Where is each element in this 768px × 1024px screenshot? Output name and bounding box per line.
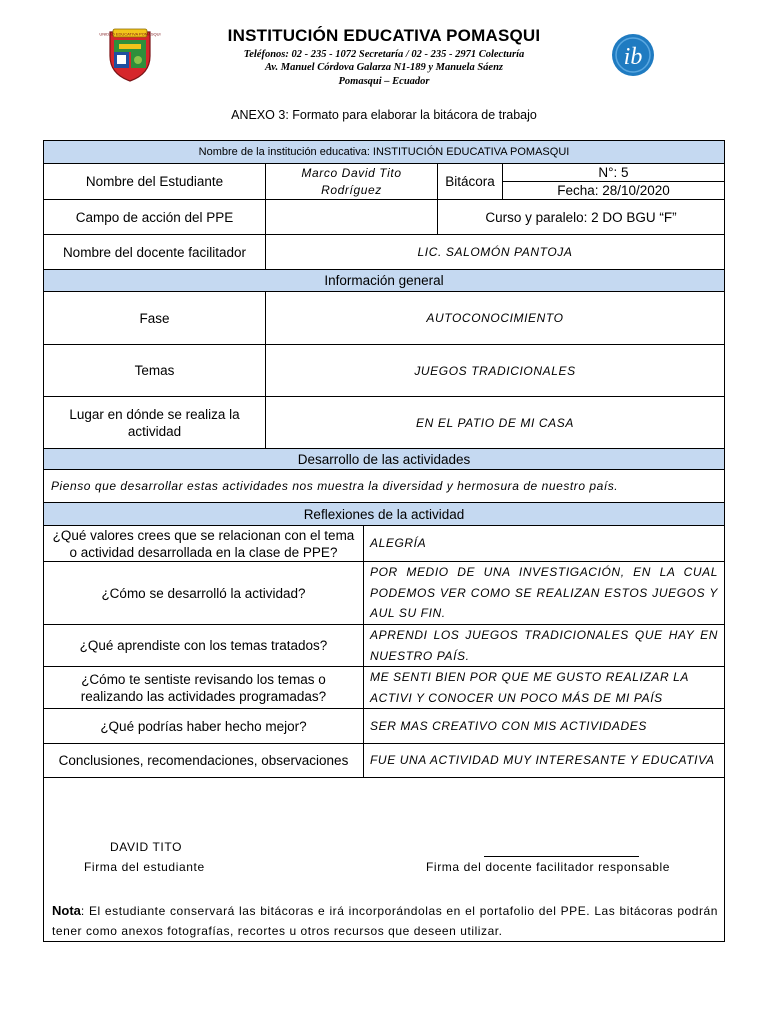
institution-address: Av. Manuel Córdova Galarza N1-189 y Manuela Sáenz <box>264 62 504 73</box>
reflection-answer-learned <box>364 625 724 666</box>
reflection-answer-text: ALEGRÍA <box>370 536 427 551</box>
reflection-question-learned <box>44 625 363 666</box>
reflection-answer-feelings <box>364 667 724 708</box>
ib-logo <box>610 28 656 82</box>
reflection-answer-conclusions <box>364 744 724 777</box>
reflection-question-improve <box>44 709 363 743</box>
reflection-question-text: ¿Cómo se desarrolló la actividad? <box>101 585 306 601</box>
topics-value-text: JUEGOS TRADICIONALES <box>414 363 576 378</box>
log-label <box>438 164 502 199</box>
institution-title: INSTITUCIÓN EDUCATIVA POMASQUI <box>227 26 541 45</box>
log-number-text: N°: 5 <box>598 165 629 180</box>
teacher-signature-caption: Firma del docente facilitador responsable <box>426 860 671 874</box>
field-value <box>266 200 437 234</box>
teacher-value <box>266 235 724 269</box>
place-value-text: EN EL PATIO DE MI CASA <box>416 415 574 430</box>
reflection-question-text: ¿Qué podrías haber hecho mejor? <box>100 718 307 734</box>
general-info-header <box>44 270 724 291</box>
phase-label <box>44 292 265 344</box>
student-value-text: Marco David Tito Rodríguez <box>301 165 402 197</box>
reflection-question-text: ¿Cómo te sentiste revisando los temas o realizando las actividades programadas? <box>80 671 327 704</box>
development-header <box>44 449 724 469</box>
reflections-header-text: Reflexiones de la actividad <box>303 506 465 522</box>
reflection-question-process <box>44 562 363 624</box>
topics-label <box>44 345 265 396</box>
phase-label-text: Fase <box>139 310 170 326</box>
reflection-answer-text: APRENDI LOS JUEGOS TRADICIONALES QUE HAY EN NUESTRO PAÍS. <box>370 628 718 663</box>
teacher-label-text: Nombre del docente facilitador <box>62 244 247 260</box>
reflection-answer-text: SER MAS CREATIVO CON MIS ACTIVIDADES <box>370 718 647 733</box>
teacher-label <box>44 235 265 269</box>
teacher-value-text: LIC. SALOMÓN PANTOJA <box>417 245 573 259</box>
place-label-text: Lugar en dónde se realiza la actividad <box>69 406 240 439</box>
reflection-answer-text: POR MEDIO DE UNA INVESTIGACIÓN, EN LA CUAL PODEMOS VER COMO SE REALIZAN ESTOS JUEGOS Y AUL SU FIN. <box>370 565 718 621</box>
reflection-answer-text: ME SENTI BIEN POR QUE ME GUSTO REALIZAR LA ACTIVI Y CONOCER UN POCO MÁS DE MI PAÍS <box>370 670 689 705</box>
general-info-header-text: Información general <box>324 273 444 288</box>
svg-text:ib: ib <box>623 44 643 70</box>
place-label <box>44 397 265 448</box>
log-date <box>503 182 724 199</box>
topics-label-text: Temas <box>134 363 175 378</box>
log-form <box>43 140 725 942</box>
reflection-question-text: ¿Qué aprendiste con los temas tratados? <box>79 638 328 653</box>
note-paragraph <box>52 901 718 941</box>
annex-title: ANEXO 3: Formato para elaborar la bitácora de trabajo <box>231 108 537 122</box>
development-header-text: Desarrollo de las actividades <box>297 451 471 467</box>
topics-value <box>266 345 724 396</box>
phase-value-text: AUTOCONOCIMIENTO <box>426 311 564 325</box>
log-date-text: Fecha: 28/10/2020 <box>557 183 670 198</box>
field-label-text: Campo de acción del PPE <box>75 209 234 225</box>
institution-phones: Teléfonos: 02 - 235 - 1072 Secretaría / 02 - 235 - 2971 Colecturía <box>243 49 525 60</box>
reflection-question-text: ¿Qué valores crees que se relacionan con el tema o actividad desarrollada en la clase de PPE? <box>52 527 355 560</box>
course-text: Curso y paralelo: 2 DO BGU “F” <box>485 209 677 225</box>
institution-row <box>44 141 724 163</box>
reflection-question-values <box>44 526 363 561</box>
log-label-text: Bitácora <box>445 174 495 189</box>
reflection-question-text: Conclusiones, recomendaciones, observaciones <box>58 753 349 768</box>
student-signature-name: DAVID TITO <box>110 840 183 854</box>
institution-city: Pomasqui – Ecuador <box>338 76 430 87</box>
development-text <box>44 470 724 502</box>
note-text: : El estudiante conservará las bitácoras e irá incorporándolas en el portafolio del PPE. Las bitácoras podrán tener como anexos fotografías, recortes u otros recursos que deseen utilizar. <box>52 904 718 938</box>
reflection-answer-text: FUE UNA ACTIVIDAD MUY INTERESANTE Y EDUCATIVA <box>370 753 715 768</box>
institution-row-text: Nombre de la institución educativa: INSTITUCIÓN EDUCATIVA POMASQUI <box>198 146 570 158</box>
reflection-answer-process <box>364 562 724 624</box>
reflection-question-conclusions <box>44 744 363 777</box>
student-label-text: Nombre del Estudiante <box>85 174 224 189</box>
reflections-header <box>44 503 724 525</box>
phase-value <box>266 292 724 344</box>
teacher-signature-line <box>484 856 639 857</box>
svg-text:UNIDAD EDUCATIVA POMASQUI: UNIDAD EDUCATIVA POMASQUI <box>99 31 161 37</box>
note-label: Nota <box>52 903 81 918</box>
reflection-answer-values <box>364 526 724 561</box>
student-signature-caption: Firma del estudiante <box>84 860 205 874</box>
student-value <box>266 164 437 199</box>
place-value <box>266 397 724 448</box>
document-header <box>0 0 768 122</box>
log-number <box>503 164 724 181</box>
development-text-content: Pienso que desarrollar estas actividades nos muestra la diversidad y hermosura de nuestro país. <box>51 479 619 493</box>
reflection-answer-improve <box>364 709 724 743</box>
field-label <box>44 200 265 234</box>
reflection-question-feelings <box>44 667 363 708</box>
course <box>438 200 724 234</box>
student-label <box>44 164 265 199</box>
